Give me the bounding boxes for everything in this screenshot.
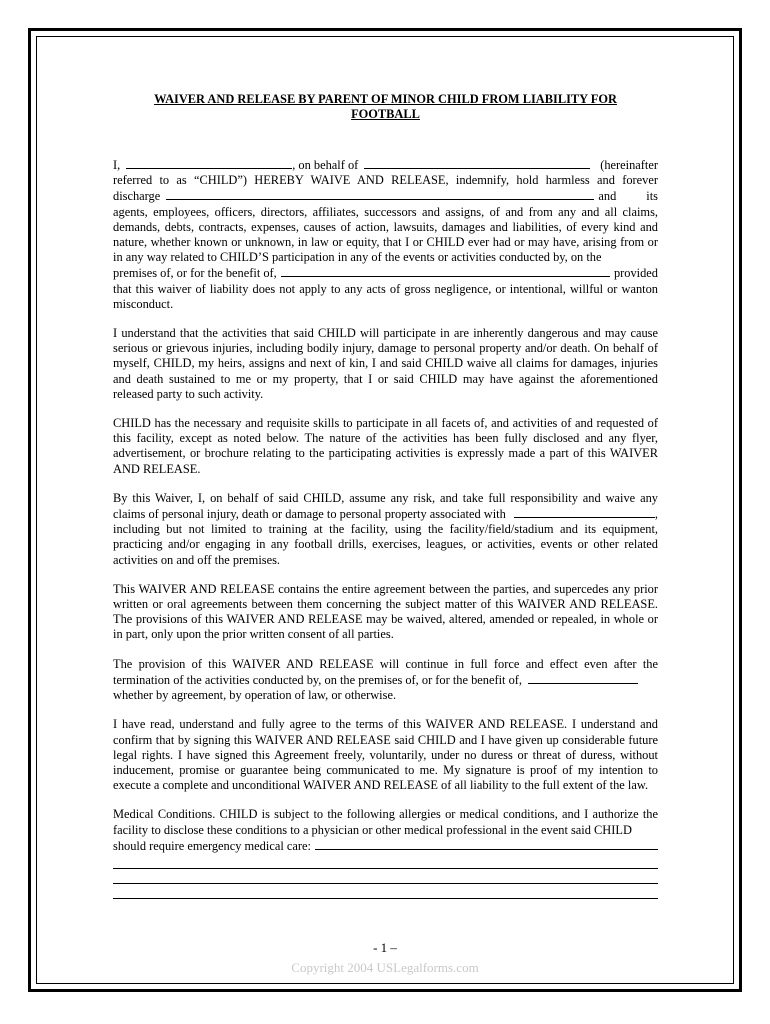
page-number: - 1 – <box>373 940 397 955</box>
paragraph-skills: CHILD has the necessary and requisite skills to participate in all facets of, and activities of and requested of this facility, except as noted below. The nature of the activities has been fully disclosed and any flyer, advertisement, or brochure relating to the participating activities is expressly made a part of this WAIVER AND RELEASE. <box>113 416 658 476</box>
text-comma: , <box>654 507 658 522</box>
medical-conditions-blank-1[interactable] <box>315 838 658 850</box>
paragraph-survival <box>113 657 658 704</box>
activity-blank[interactable] <box>514 506 655 518</box>
document-body <box>113 92 658 899</box>
paragraph-entire-agreement: This WAIVER AND RELEASE contains the entire agreement between the parties, and supercedes any prior written or oral agreements between them concerning the subject matter of this WAIVER AND RELEASE. The provisions of this WAIVER AND RELEASE may be waived, altered, amended or repealed, in whole or in part, only upon the prior written consent of all parties. <box>113 581 658 642</box>
paragraph-release <box>113 157 658 312</box>
copyright-notice: Copyright 2004 USLegalforms.com <box>291 960 479 975</box>
assume-risk-body: including but not limited to training at the facility, using the facility/field/stadium and its equipment, practicing and/or engaging in any football drills, exercises, leagues, or activities, events or other related activities on and off the premises. <box>113 522 658 567</box>
title-line-2: FOOTBALL <box>351 107 420 121</box>
text-and: and <box>598 189 617 204</box>
survival-line-1: The provision of this WAIVER AND RELEASE will continue in full force and effect even after the <box>113 656 658 671</box>
survival-party-blank[interactable] <box>528 672 638 684</box>
release-body: agents, employees, officers, directors, affiliates, successors and assigns, of and from any and all claims, demands, debts, contracts, expenses, causes of action, lawsuits, damages and liabilities, of every kind and nature, whether known or unknown, in law or equity, that I or CHILD ever had or may have, arising from or in any way related to CHILD’S participation in any of the events or activities conducted by, on the <box>113 204 658 265</box>
released-party-blank[interactable] <box>166 188 594 200</box>
survival-line-2: termination of the activities conducted by, on the premises of, or for the benefit of, <box>113 672 522 687</box>
text-on-behalf-of: , on behalf of <box>292 158 359 172</box>
title-line-1: WAIVER AND RELEASE BY PARENT OF MINOR CHILD FROM LIABILITY FOR <box>154 92 617 106</box>
paragraph-medical <box>113 807 658 899</box>
paragraph-understand-risk: I understand that the activities that said CHILD will participate in are inherently dangerous and may cause serious or grievous injuries, including bodily injury, damage to personal property and/or death. On behalf of myself, CHILD, my heirs, assigns and next of kin, I and said CHILD waive all claims for damages, injuries and death sustained to me or my property, that I or said CHILD may have against the aforementioned released party to such activity. <box>113 326 658 401</box>
text-emergency-care: should require emergency medical care: <box>113 838 311 853</box>
text-hereinafter: (hereinafter <box>600 158 658 172</box>
text-its: its <box>646 189 658 204</box>
survival-line-3: whether by agreement, by operation of law, or otherwise. <box>113 688 397 703</box>
release-line-2: referred to as “CHILD”) HEREBY WAIVE AND RELEASE, indemnify, hold harmless and forever <box>113 173 658 188</box>
text-associated-with: claims of personal injury, death or damage to personal property associated with <box>113 507 506 522</box>
text-discharge: discharge <box>113 189 161 204</box>
medical-conditions-blank-2[interactable] <box>113 854 658 869</box>
text-i: I, <box>113 158 121 172</box>
paragraph-acknowledgement: I have read, understand and fully agree to the terms of this WAIVER AND RELEASE. I understand and confirm that by signing this WAIVER AND RELEASE said CHILD and I have given up considerable future legal rights. I have signed this Agreement freely, voluntarily, under no duress or threat of duress, without inducement, promise or guarantee being communicated to me. My signature is proof of my intention to execute a complete and unconditional WAIVER AND RELEASE of all liability to the full extent of the law. <box>113 717 658 793</box>
child-name-blank[interactable] <box>364 157 590 169</box>
medical-conditions-blank-4[interactable] <box>113 884 658 899</box>
medical-text: Medical Conditions. CHILD is subject to the following allergies or medical conditions, and I authorize the facility to disclose these conditions to a physician or other medical professional in the event said CHILD <box>113 807 658 837</box>
paragraph-assume-risk <box>113 491 658 568</box>
parent-name-blank[interactable] <box>126 157 292 169</box>
benefit-party-blank[interactable] <box>281 265 610 277</box>
text-premises: premises of, or for the benefit of, <box>113 266 277 281</box>
assume-risk-line-1: By this Waiver, I, on behalf of said CHILD, assume any risk, and take full responsibility and waive any <box>113 490 658 505</box>
text-provided: provided <box>613 266 658 281</box>
release-exception: that this waiver of liability does not apply to any acts of gross negligence, or intentional, willful or wanton misconduct. <box>113 281 658 311</box>
medical-conditions-blank-3[interactable] <box>113 869 658 884</box>
document-title <box>113 92 658 122</box>
